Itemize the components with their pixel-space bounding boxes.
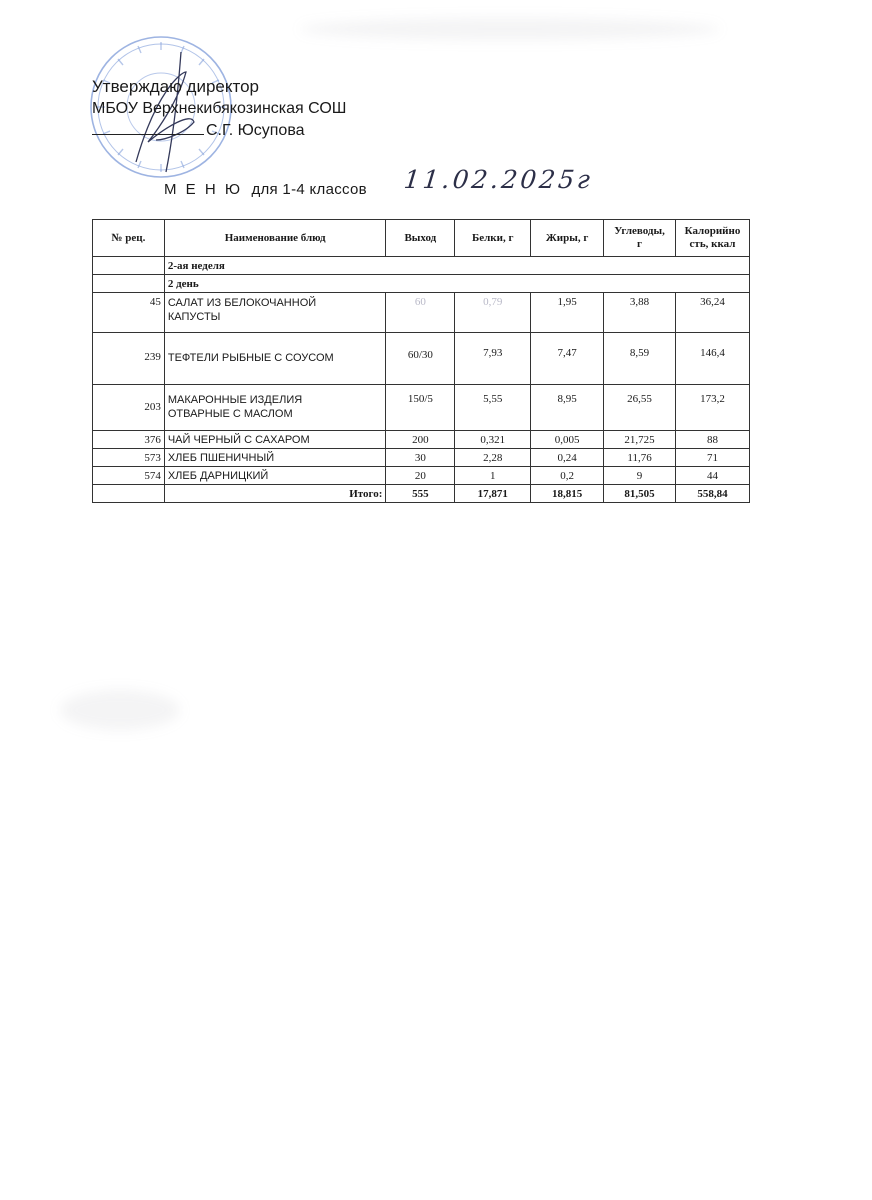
- total-protein: 17,871: [455, 485, 531, 503]
- day-rec-cell: [93, 275, 165, 293]
- fat-value: 0,24: [531, 449, 604, 467]
- calories-value: 173,2: [676, 385, 750, 431]
- total-rec-cell: [93, 485, 165, 503]
- signature-underline: [92, 120, 204, 135]
- col-header-carbs-line2: г: [637, 238, 643, 250]
- total-row: [93, 485, 750, 503]
- carbs-value: 26,55: [604, 385, 676, 431]
- dish-name: ЧАЙ ЧЕРНЫЙ С САХАРОМ: [164, 431, 386, 449]
- handwritten-date: 11.02.2025г: [402, 165, 595, 194]
- rec-number: 45: [93, 293, 165, 333]
- col-header-protein: Белки, г: [455, 220, 531, 257]
- school-name: МБОУ Верхнекибякозинская СОШ: [92, 100, 347, 117]
- total-label: Итого:: [164, 485, 386, 503]
- col-header-rec: № рец.: [93, 220, 165, 257]
- director-signature-line: [92, 120, 346, 142]
- col-header-carbs: [604, 220, 676, 257]
- dish-name-line2: ОТВАРНЫЕ С МАСЛОМ: [167, 408, 293, 420]
- dish-name-line1: САЛАТ ИЗ БЕЛОКОЧАННОЙ: [167, 297, 317, 309]
- dish-name-line1: МАКАРОННЫЕ ИЗДЕЛИЯ: [167, 394, 303, 406]
- week-label: 2-ая неделя: [164, 257, 749, 275]
- week-row: [93, 257, 750, 275]
- output-value: 60: [386, 293, 455, 333]
- output-value: 150/5: [386, 385, 455, 431]
- week-rec-cell: [93, 257, 165, 275]
- carbs-value: 3,88: [604, 293, 676, 333]
- output-value: 200: [386, 431, 455, 449]
- total-carbs: 81,505: [604, 485, 676, 503]
- dish-name: [164, 293, 386, 333]
- table-header-row: [93, 220, 750, 257]
- carbs-value: 21,725: [604, 431, 676, 449]
- fat-value: 7,47: [531, 333, 604, 385]
- fat-value: 0,005: [531, 431, 604, 449]
- col-header-name: Наименование блюд: [164, 220, 386, 257]
- table-row: [93, 333, 750, 385]
- carbs-value: 11,76: [604, 449, 676, 467]
- day-row: [93, 275, 750, 293]
- col-header-calories-line1: Калорийно: [684, 225, 741, 237]
- protein-value: 7,93: [455, 333, 531, 385]
- calories-value: 146,4: [676, 333, 750, 385]
- carbs-value: 9: [604, 467, 676, 485]
- protein-value: 5,55: [455, 385, 531, 431]
- rec-number: 376: [93, 431, 165, 449]
- dish-name: ТЕФТЕЛИ РЫБНЫЕ С СОУСОМ: [164, 333, 386, 385]
- col-header-calories-line2: сть, ккал: [689, 238, 736, 250]
- col-header-output: Выход: [386, 220, 455, 257]
- dish-name-line2: КАПУСТЫ: [167, 311, 221, 323]
- approval-block: [92, 76, 346, 142]
- dish-name: ХЛЕБ ДАРНИЦКИЙ: [164, 467, 386, 485]
- dish-name: ХЛЕБ ПШЕНИЧНЫЙ: [164, 449, 386, 467]
- calories-value: 71: [676, 449, 750, 467]
- protein-value: 2,28: [455, 449, 531, 467]
- director-name: С.Г. Юсупова: [206, 122, 305, 139]
- menu-table: [92, 219, 750, 503]
- col-header-carbs-line1: Углеводы,: [614, 225, 665, 237]
- menu-title: [164, 181, 367, 198]
- carbs-value: 8,59: [604, 333, 676, 385]
- rec-number: 203: [93, 385, 165, 431]
- output-value: 60/30: [386, 333, 455, 385]
- output-value: 20: [386, 467, 455, 485]
- dish-name: [164, 385, 386, 431]
- protein-value: 0,79: [455, 293, 531, 333]
- col-header-fat: Жиры, г: [531, 220, 604, 257]
- day-label: 2 день: [164, 275, 749, 293]
- fat-value: 8,95: [531, 385, 604, 431]
- menu-word: М Е Н Ю: [164, 181, 243, 198]
- output-value: 30: [386, 449, 455, 467]
- calories-value: 44: [676, 467, 750, 485]
- calories-value: 36,24: [676, 293, 750, 333]
- menu-classes: для 1-4 классов: [251, 181, 367, 198]
- calories-value: 88: [676, 431, 750, 449]
- rec-number: 574: [93, 467, 165, 485]
- scan-smudge: [60, 690, 180, 730]
- rec-number: 573: [93, 449, 165, 467]
- table-row: [93, 293, 750, 333]
- total-fat: 18,815: [531, 485, 604, 503]
- table-row: [93, 449, 750, 467]
- table-row: [93, 385, 750, 431]
- table-row: [93, 431, 750, 449]
- fat-value: 1,95: [531, 293, 604, 333]
- col-header-calories: [676, 220, 750, 257]
- scan-smudge: [300, 18, 720, 40]
- table-row: [93, 467, 750, 485]
- rec-number: 239: [93, 333, 165, 385]
- fat-value: 0,2: [531, 467, 604, 485]
- total-output: 555: [386, 485, 455, 503]
- protein-value: 0,321: [455, 431, 531, 449]
- total-calories: 558,84: [676, 485, 750, 503]
- approval-title: Утверждаю директор: [92, 77, 260, 96]
- protein-value: 1: [455, 467, 531, 485]
